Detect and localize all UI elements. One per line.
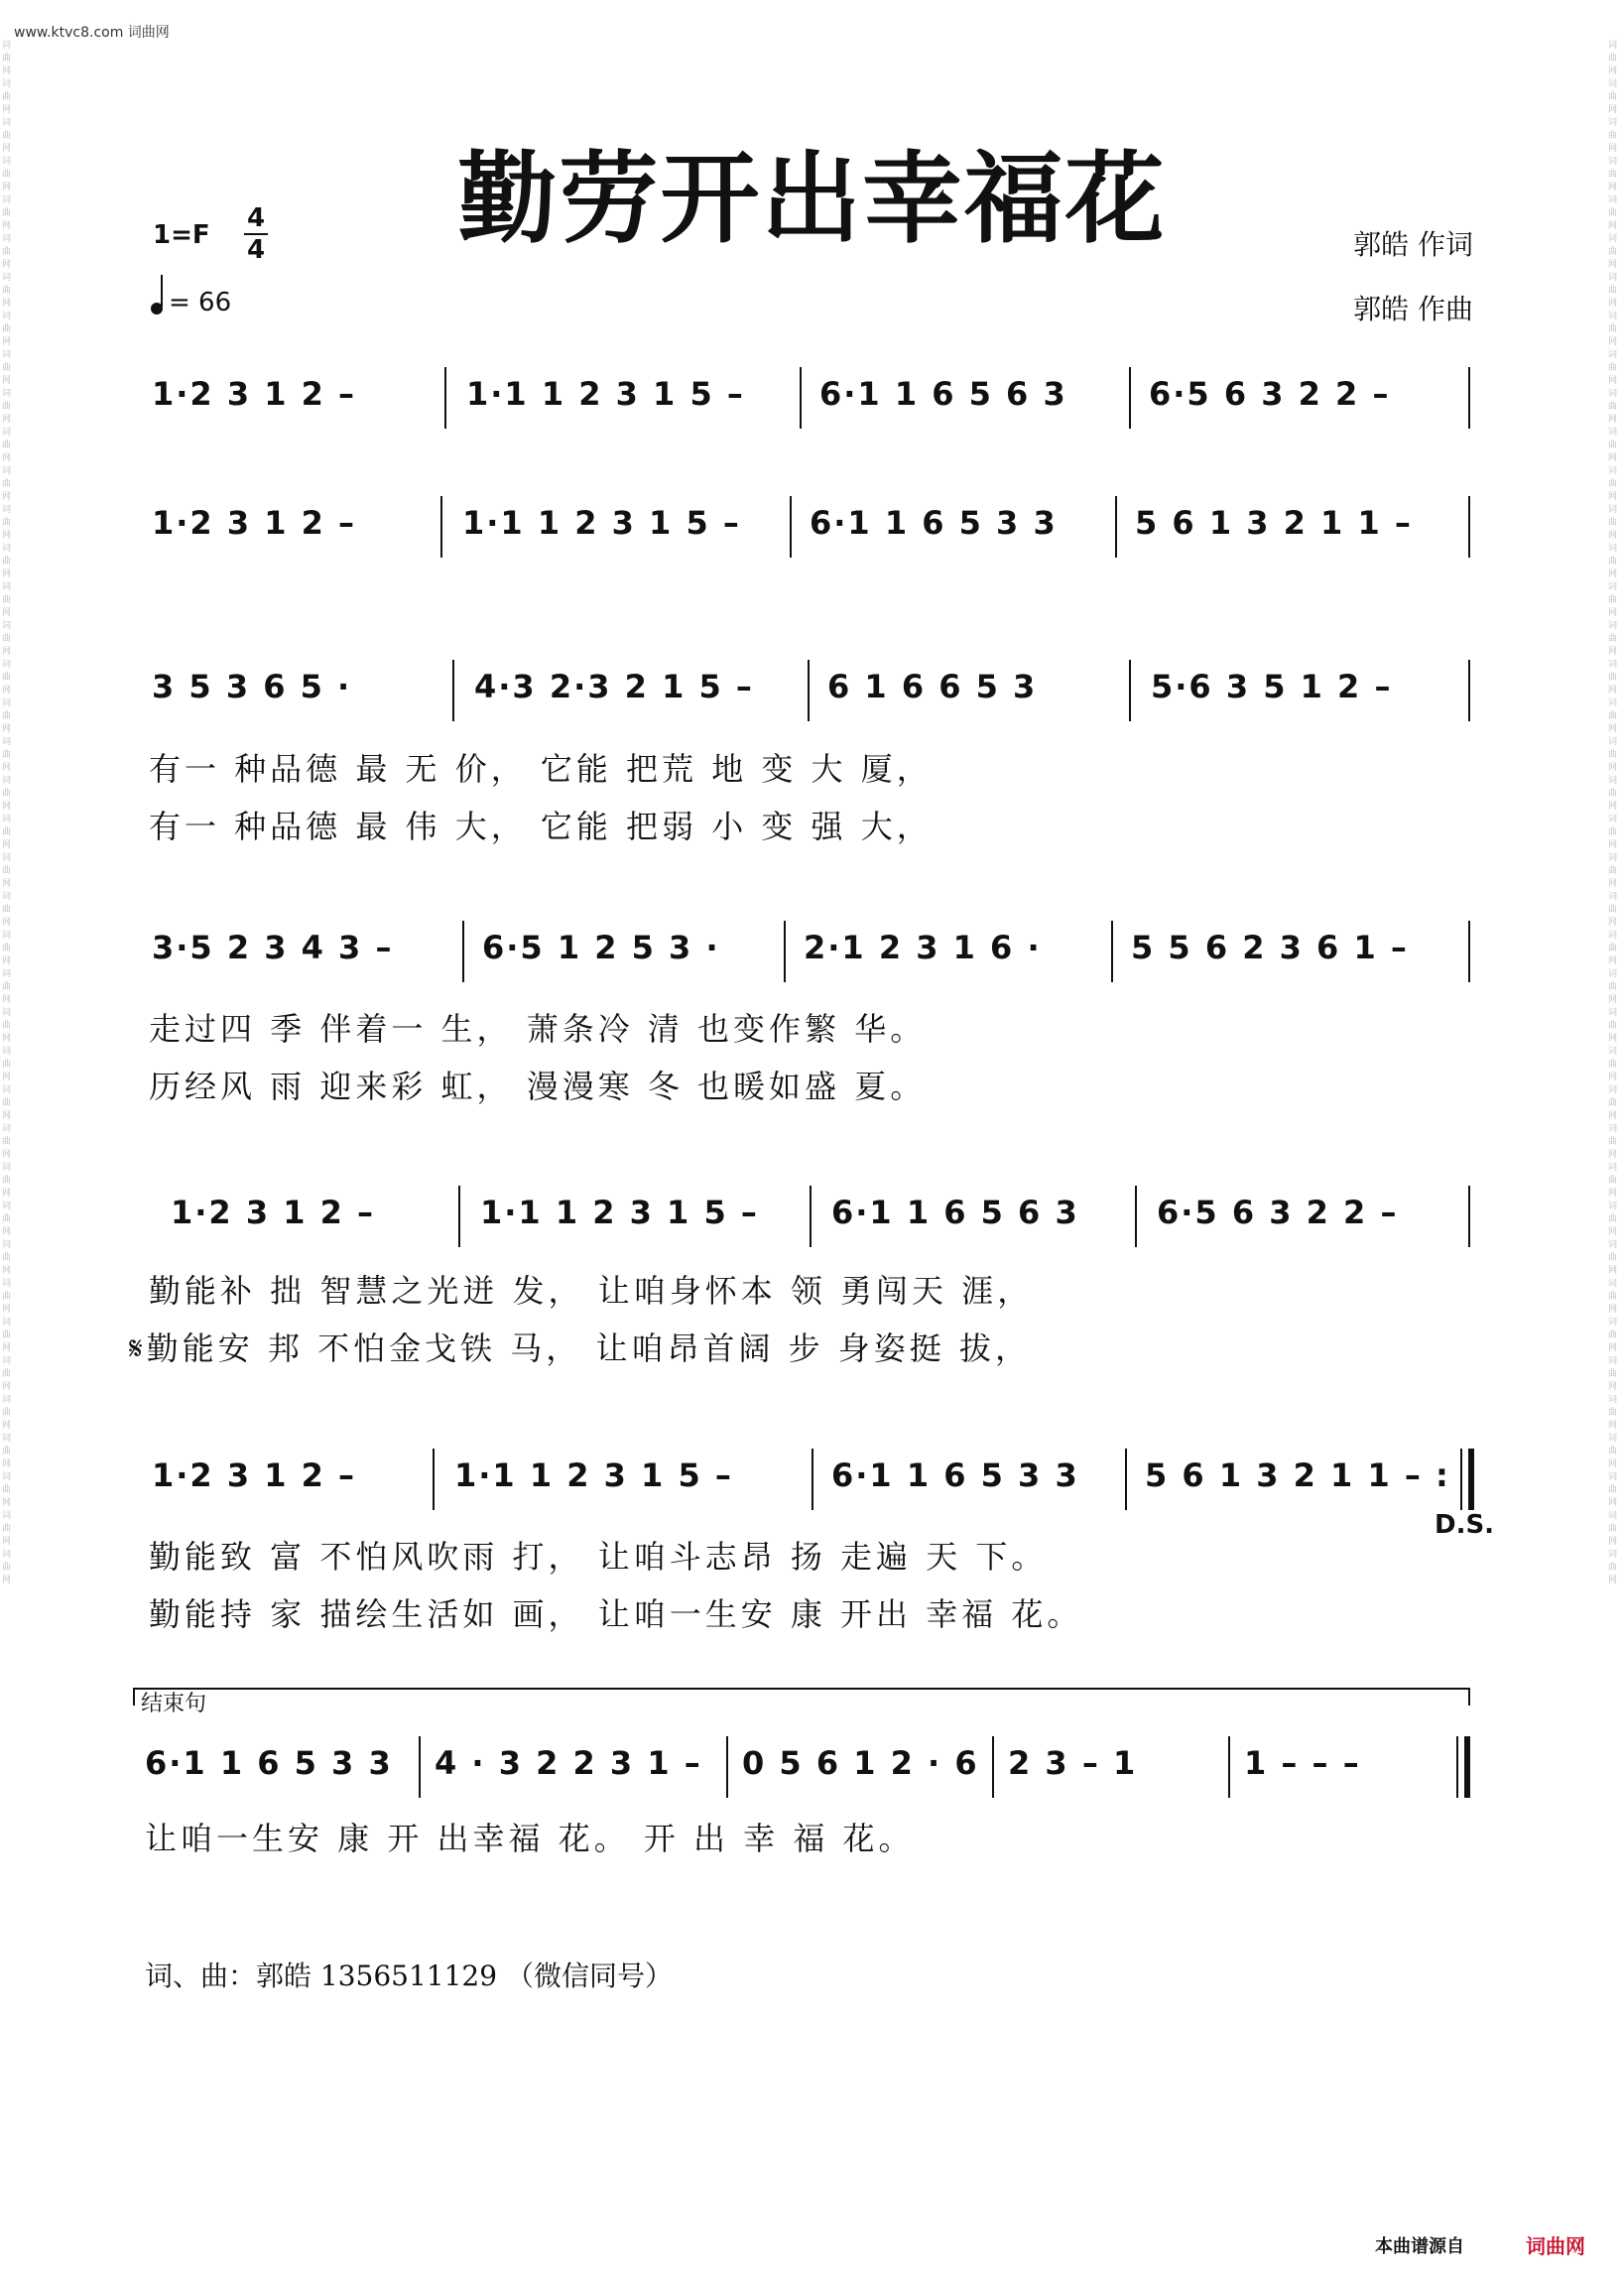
lyric-line: 走过四 季 伴着一 生， 萧条冷 清 也变作繁 华。 xyxy=(149,1010,927,1048)
score-system xyxy=(149,1449,1473,1518)
measure: 4·3 2·3 2 1 5 – xyxy=(474,668,754,705)
site-url[interactable]: www.ktvc8.com 词曲网 xyxy=(14,25,170,41)
key-signature: 1=F xyxy=(153,220,210,250)
margin-watermark-left: 词曲网词曲网词曲网词曲网词曲网词曲网词曲网词曲网词曲网词曲网词曲网词曲网词曲网词曲网词曲网词曲网词曲网词曲网词曲网词曲网词曲网词曲网词曲网词曲网词曲网词曲网词曲网词曲网词曲网词曲网词曲网词曲网词曲网词曲网词曲网词曲网词曲网词曲网词曲网词曲网 xyxy=(2,41,12,1585)
measure: 6 1 6 6 5 3 xyxy=(827,668,1038,705)
measure: 1·1 1 2 3 1 5 – xyxy=(462,504,741,542)
footer-contact: 词、曲：郭皓 1356511129 （微信同号） xyxy=(145,1960,673,1992)
measure: 6·1 1 6 5 3 3 xyxy=(831,1456,1079,1494)
lyric-line: 𝄋勤能安 邦 不怕金戈铁 马， 让咱昂首阔 步 身姿挺 拔， xyxy=(129,1329,1031,1367)
measure: 6·5 1 2 5 3 · xyxy=(482,929,720,966)
measure: 6·1 1 6 5 3 3 xyxy=(145,1744,393,1782)
lyric-line: 勤能持 家 描绘生活如 画， 让咱一生安 康 开出 幸福 花。 xyxy=(149,1595,1083,1633)
score-system xyxy=(149,660,1473,729)
ending-label: 结束句 xyxy=(141,1692,207,1716)
measure: 1·2 3 1 2 – xyxy=(152,1456,357,1494)
measure: 2 3 – 1 xyxy=(1008,1744,1138,1782)
measure: 5 6 1 3 2 1 1 – xyxy=(1135,504,1413,542)
measure: 1·2 3 1 2 – xyxy=(152,504,357,542)
margin-watermark-right: 词曲网词曲网词曲网词曲网词曲网词曲网词曲网词曲网词曲网词曲网词曲网词曲网词曲网词曲网词曲网词曲网词曲网词曲网词曲网词曲网词曲网词曲网词曲网词曲网词曲网词曲网词曲网词曲网词曲网词曲网词曲网词曲网词曲网词曲网词曲网词曲网词曲网词曲网词曲网词曲网 xyxy=(1608,41,1618,1585)
score-system xyxy=(149,921,1473,990)
composer-credit: 郭皓 作曲 xyxy=(1353,293,1473,325)
measure: 1·1 1 2 3 1 5 – xyxy=(480,1194,759,1231)
measure: 0 5 6 1 2 · 6 xyxy=(742,1744,979,1782)
ending-bracket xyxy=(133,1688,1470,1706)
measure: 1·1 1 2 3 1 5 – xyxy=(454,1456,733,1494)
lyric-line: 有一 种品德 最 无 价， 它能 把荒 地 变 大 厦， xyxy=(149,750,933,788)
score-system xyxy=(149,496,1473,566)
score-system xyxy=(149,1186,1473,1255)
measure: 6·1 1 6 5 6 3 xyxy=(831,1194,1079,1231)
dal-segno-mark: D.S. xyxy=(1435,1510,1495,1540)
lyric-line: 有一 种品德 最 伟 大， 它能 把弱 小 变 强 大， xyxy=(149,808,933,845)
measure: 4 · 3 2 2 3 1 – xyxy=(435,1744,702,1782)
tempo-value: = 66 xyxy=(169,288,232,317)
lyricist-credit: 郭皓 作词 xyxy=(1353,228,1473,261)
measure: 6·5 6 3 2 2 – xyxy=(1157,1194,1399,1231)
lyric-line: 勤能补 拙 智慧之光迸 发， 让咱身怀本 领 勇闯天 涯， xyxy=(149,1272,1034,1310)
measure: 6·1 1 6 5 3 3 xyxy=(810,504,1058,542)
measure: 3·5 2 3 4 3 – xyxy=(152,929,394,966)
lyric-line: 勤能致 富 不怕风吹雨 打， 让咱斗志昂 扬 走遍 天 下。 xyxy=(149,1538,1048,1576)
song-title: 勤劳开出幸福花 xyxy=(457,141,1167,257)
lyric-line: 让咱一生安 康 开 出幸福 花。 开 出 幸 福 花。 xyxy=(145,1820,915,1857)
time-signature-top: 4 xyxy=(246,203,266,233)
source-text: 本曲谱源自 xyxy=(1375,2236,1464,2257)
measure: 1·1 1 2 3 1 5 – xyxy=(466,375,745,413)
score-system xyxy=(145,1736,1469,1806)
measure: 6·5 6 3 2 2 – xyxy=(1149,375,1391,413)
measure: 3 5 3 6 5 · xyxy=(152,668,352,705)
measure: 5 6 1 3 2 1 1 – : xyxy=(1145,1456,1450,1494)
measure: 5·6 3 5 1 2 – xyxy=(1151,668,1393,705)
measure: 1·2 3 1 2 – xyxy=(152,375,357,413)
measure: 1 – – – xyxy=(1244,1744,1361,1782)
measure: 6·1 1 6 5 6 3 xyxy=(819,375,1067,413)
measure: 5 5 6 2 3 6 1 – xyxy=(1131,929,1409,966)
lyric-line: 历经风 雨 迎来彩 虹， 漫漫寒 冬 也暖如盛 夏。 xyxy=(149,1068,927,1105)
measure: 1·2 3 1 2 – xyxy=(171,1194,376,1231)
site-logo[interactable]: 词曲网 xyxy=(1526,2234,1585,2258)
time-signature-bottom: 4 xyxy=(246,235,266,265)
time-signature xyxy=(242,203,270,265)
quarter-note-icon xyxy=(151,303,163,315)
score-system xyxy=(149,367,1473,437)
measure: 2·1 2 3 1 6 · xyxy=(804,929,1042,966)
tempo-marking xyxy=(151,288,231,317)
